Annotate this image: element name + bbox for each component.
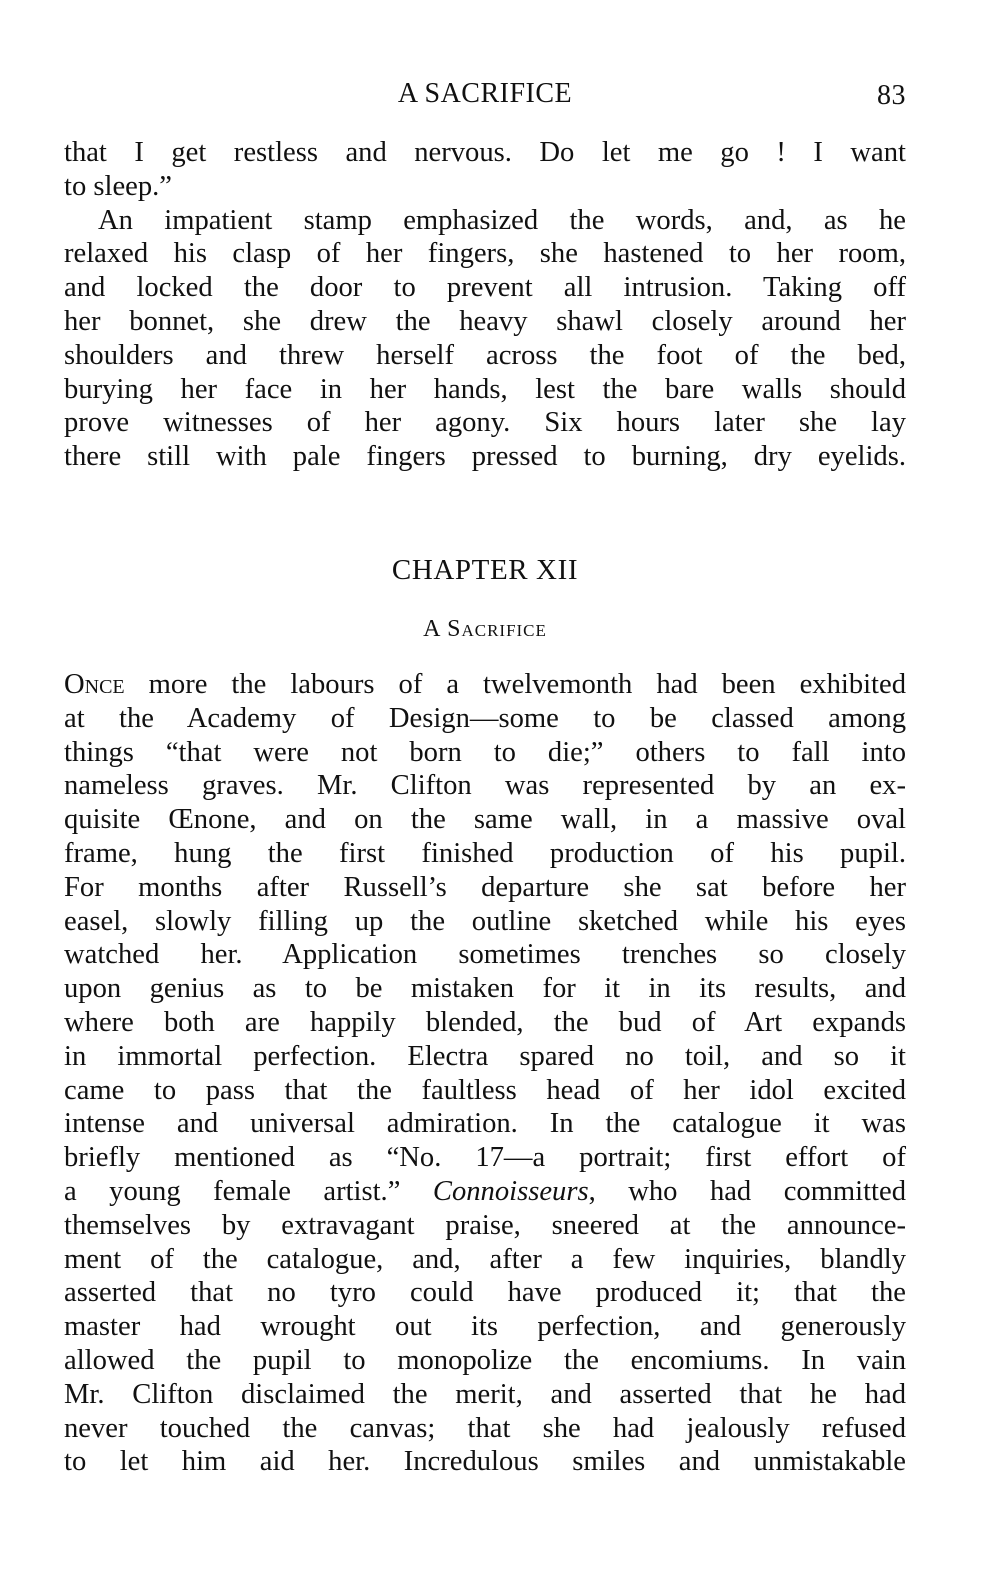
text-line: frame, hung the first finished production of his pupil. [64,837,906,869]
text-line: relaxed his clasp of her fingers, she hastened to her room, [64,238,906,270]
running-head [64,78,906,118]
text-line: intense and universal admiration. In the catalogue it was [64,1108,906,1140]
text-line: allowed the pupil to monopolize the encomiums. In vain [64,1344,906,1376]
text-line: master had wrought out its perfection, and generously [64,1311,906,1343]
text-line: Mr. Clifton disclaimed the merit, and asserted that he had [64,1378,906,1410]
text-span: a young female artist.” [64,1175,433,1207]
chapter-number: CHAPTER XII [391,554,579,586]
text-line-rest: more the labours of a twelvemonth had been exhibited [124,669,906,700]
text-line: ment of the catalogue, and, after a few inquiries, blandly [64,1243,906,1275]
text-line: and locked the door to prevent all intrusion. Taking off [64,272,906,304]
drop-word: Once [64,669,125,700]
text-line: never touched the canvas; that she had jealously refused [64,1412,906,1444]
text-line: at the Academy of Design—some to be classed among [64,702,906,734]
continuation-paragraphs [64,136,906,474]
text-line [64,668,906,702]
text-line: asserted that no tyro could have produced it; that the [64,1277,906,1309]
text-line: in immortal perfection. Electra spared no toil, and so it [64,1040,906,1072]
text-line: there still with pale fingers pressed to burning, dry eyelids. [64,441,906,473]
text-line: shoulders and threw herself across the foot of the bed, [64,339,906,371]
text-line: easel, slowly filling up the outline sketched while his eyes [64,905,906,937]
chapter-body [64,668,906,1479]
text-line: An impatient stamp emphasized the words, and, as he [98,204,906,236]
text-line: where both are happily blended, the bud of Art expands [64,1006,906,1038]
text-line [64,1175,906,1209]
text-line: nameless graves. Mr. Clifton was represented by an ex- [64,770,906,802]
running-title: A SACRIFICE [397,78,573,109]
text-span: , who had committed [588,1175,906,1207]
text-line: prove witnesses of her agony. Six hours later she lay [64,407,906,439]
chapter-title: A Sacrifice [423,616,547,642]
text-line: burying her face in her hands, lest the bare walls should [64,373,906,405]
text-line: briefly mentioned as “No. 17—a portrait; first effort of [64,1142,906,1174]
text-line: watched her. Application sometimes trenches so closely [64,939,906,971]
text-line: her bonnet, she drew the heavy shawl closely around her [64,305,906,337]
text-line: things “that were not born to die;” others to fall into [64,736,906,768]
page-number: 83 [877,80,906,111]
italic-word: Connoisseurs [432,1175,589,1207]
text-line: came to pass that the faultless head of her idol excited [64,1074,906,1106]
text-line: themselves by extravagant praise, sneered at the announce- [64,1209,906,1241]
text-line: For months after Russell’s departure she sat before her [64,871,906,903]
text-line: quisite Œnone, and on the same wall, in a massive oval [64,804,906,836]
text-line: to sleep.” [64,170,172,202]
text-line: to let him aid her. Incredulous smiles and unmistakable [64,1446,906,1478]
text-line: upon genius as to be mistaken for it in its results, and [64,973,906,1005]
text-line: that I get restless and nervous. Do let me go ! I want [64,137,906,168]
